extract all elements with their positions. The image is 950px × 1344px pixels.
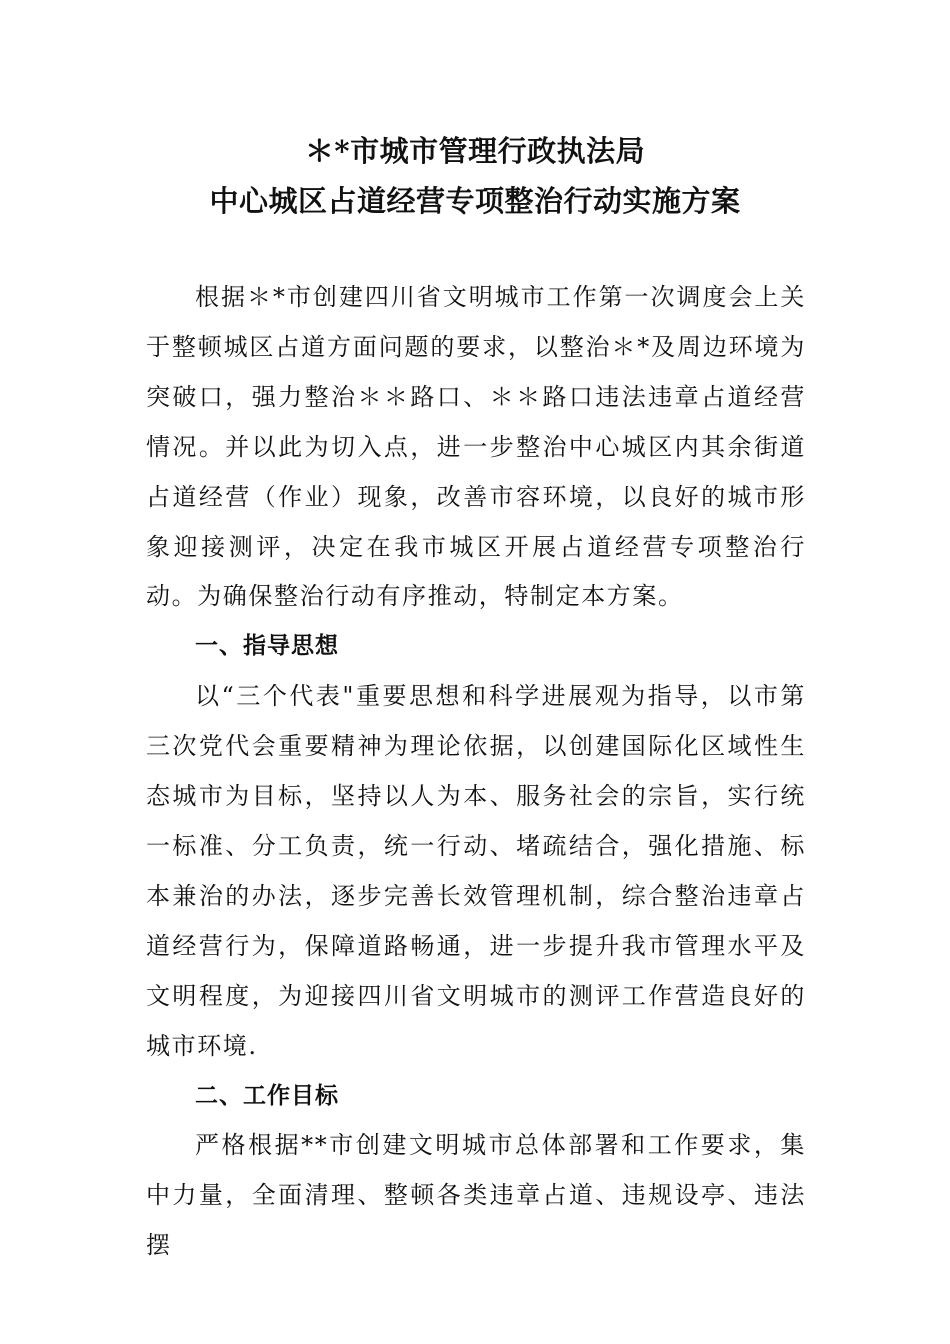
- title-line-1: ＊*市城市管理行政执法局: [304, 134, 646, 168]
- section-paragraph-work-goals: 严格根据**市创建文明城市总体部署和工作要求，集中力量，全面清理、整顿各类违章占道、违规设亭、违法摆: [146, 1131, 806, 1260]
- intro-paragraph: 根据＊*市创建四川省文明城市工作第一次调度会上关于整顿城区占道方面问题的要求，以整治＊*及周边环境为突破口，强力整治＊＊路口、＊＊路口违法违章占道经营情况。并以此为切入点，进一步整治中心城区内其余街道占道经营（作业）现象，改善市容环境，以良好的城市形象迎接测评，决定在我市城区开展占道经营专项整治行动。为确保整治行动有序推动，特制定本方案。: [146, 283, 806, 611]
- section-heading-guiding-ideology: 一、指导思想: [195, 633, 339, 660]
- section-paragraph-guiding-ideology: 以“三个代表"重要思想和科学进展观为指导，以市第三次党代会重要精神为理论依据，以创建国际化区域性生态城市为目标，坚持以人为本、服务社会的宗旨，实行统一标准、分工负责，统一行动、堵疏结合，强化措施、标本兼治的办法，逐步完善长效管理机制，综合整治违章占道经营行为，保障道路畅通，进一步提升我市管理水平及文明程度，为迎接四川省文明城市的测评工作营造良好的城市环境.: [146, 682, 806, 1060]
- document-body: [146, 273, 806, 1271]
- section-heading-work-goals: 二、工作目标: [195, 1082, 339, 1109]
- document-title: [0, 126, 950, 226]
- title-line-2: 中心城区占道经营专项整治行动实施方案: [209, 184, 741, 218]
